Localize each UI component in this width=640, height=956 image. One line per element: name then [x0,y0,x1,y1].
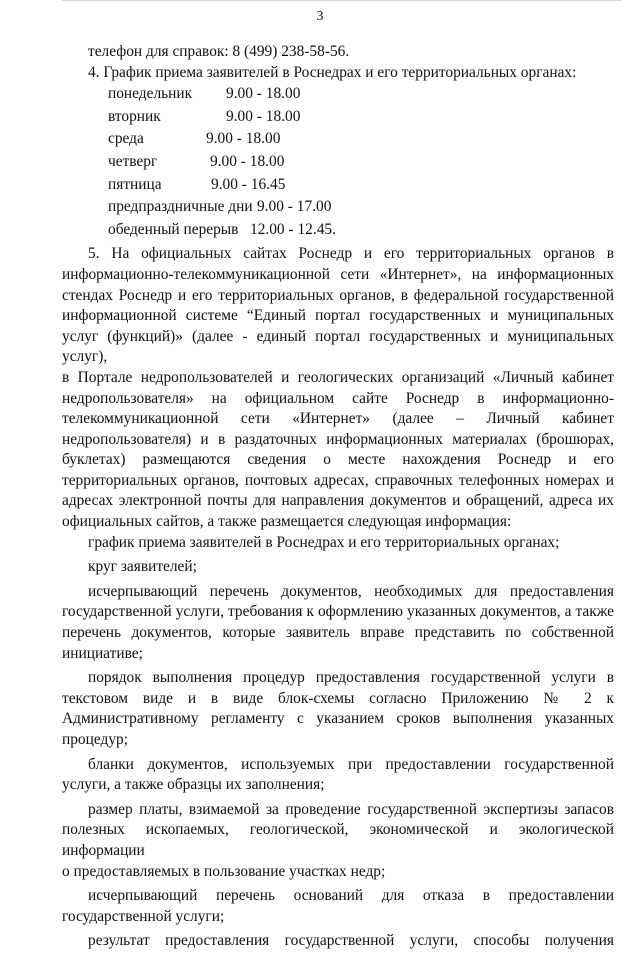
list-item [62,668,614,750]
phone-line: телефон для справок: 8 (499) 238-58-56. [88,43,350,60]
list-item [62,755,614,796]
list-item-line: размер платы, взимаемой за проведение государственной экспертизы запасов [88,800,614,818]
list-item [62,931,614,952]
list-item-line: результат предоставления государственной услуги, способы получения [88,932,614,950]
schedule-row [62,219,614,242]
schedule-row [62,128,614,151]
list-item-line: Административному регламенту с указанием сроков выполнения указанных [62,710,614,728]
item-5-line: информационно-телекоммуникационной сети «Интернет», на информационных [62,265,614,283]
document-body [62,42,614,956]
schedule-time: 9.00 - 16.45 [211,175,286,193]
information-list [62,533,614,952]
schedule-time: 9.00 - 18.00 [210,152,285,170]
list-item-line: круг заявителей; [88,558,197,576]
item-5-line: в Портале недропользователей и геологических организаций «Личный кабинет [62,368,614,386]
schedule-row [62,174,614,197]
list-item [62,800,614,882]
schedule-row [62,83,614,106]
top-edge-line [62,0,622,1]
item-5-line: услуг (функций)» (далее - единый портал государственных и муниципальных услуг), [62,327,614,366]
item-5-line: телекоммуникационной сети «Интернет» (далее – Личный кабинет [62,410,614,428]
list-item-line: процедур; [62,731,128,748]
list-item [62,582,614,664]
reception-schedule [62,83,614,241]
list-item-line: инициативе; [62,644,143,662]
schedule-day: пятница [108,175,162,193]
list-item [62,886,614,927]
item-5-line: территориальных органов, почтовых адресах, справочных телефонных номерах и [62,471,614,489]
list-item-line: полезных ископаемых, геологической, экономической и экологической информации [62,821,614,859]
item-5-line: буклетах) размещаются сведения о месте нахождения Роснедр и его [62,451,614,469]
list-item-line: услуги, а также образцы их заполнения; [62,776,325,794]
list-item-line: перечень документов, которые заявитель вправе представить по собственной [62,624,614,642]
item-5-line: недропользователя» на официальном сайте Роснедр в информационно- [62,389,614,407]
schedule-time: 9.00 - 18.00 [226,107,301,125]
schedule-row [62,106,614,129]
list-item [62,557,614,578]
list-item-line: исчерпывающий перечень оснований для отказа в предоставлении [88,887,614,905]
schedule-time: 9.00 - 18.00 [206,130,281,148]
list-item-line: порядок выполнения процедур предоставления государственной услуги в [88,669,614,687]
list-item-line: государственной услуги; [62,907,225,925]
schedule-time: 9.00 - 18.00 [226,85,301,103]
schedule-row [62,196,614,219]
schedule-time: 9.00 - 17.00 [257,198,332,216]
list-item-line: текстовом виде и в виде блок-схемы согласно Приложению № 2 к [62,689,614,707]
list-item [62,533,614,554]
schedule-day: четверг [108,152,158,170]
item-5-line: официальных сайтов, а также размещается следующая информация: [62,513,512,531]
schedule-day: предпраздничные дни [108,198,253,216]
schedule-day: среда [108,130,144,148]
schedule-day: обеденный перерыв [108,220,239,238]
schedule-row [62,151,614,174]
item-5-line: недропользователя) и в раздаточных информационных материалах (брошюрах, [62,430,614,448]
item-5-paragraph [62,244,614,532]
item-4-heading: 4. График приема заявителей в Роснедрах и его территориальных органах: [88,63,577,81]
schedule-time: 12.00 - 12.45. [250,220,336,238]
list-item-line: график приема заявителей в Роснедрах и его территориальных органах; [88,533,560,551]
item-5-line: адресах электронной почты для направления документов и обращений, адреса их [62,492,614,510]
item-5-line: стендах Роснедр и его территориальных органов, в федеральной государственной [62,286,614,304]
schedule-day: понедельник [108,85,193,103]
list-item-line: государственной услуги, требования к оформлению указанных документов, а также [62,603,614,621]
schedule-day: вторник [108,107,161,125]
list-item-line: исчерпывающий перечень документов, необходимых для предоставления [88,582,614,600]
item-5-line: 5. На официальных сайтах Роснедр и его территориальных органов в [88,245,614,263]
page-number: 3 [316,9,324,24]
list-item-line: бланки документов, используемых при предоставлении государственной [88,755,614,773]
list-item-line: о предоставляемых в пользование участках недр; [62,862,386,880]
item-5-line: информационной системе “Единый портал государственных и муниципальных [62,307,614,325]
